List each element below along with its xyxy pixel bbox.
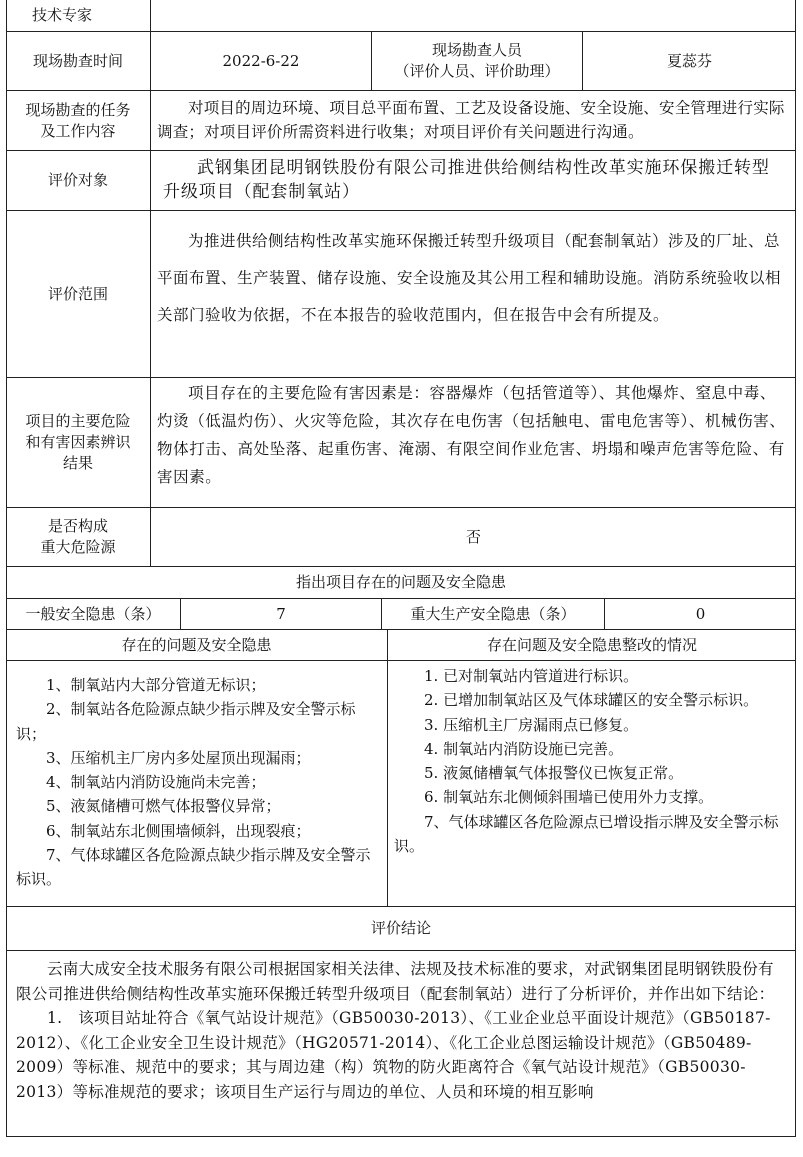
survey-personnel-label [371,32,582,90]
rectification-header: 存在问题及安全隐患整改的情况 [387,630,796,660]
hazard-content: 项目存在的主要危险有害因素是：容器爆炸（包括管道等）、其他爆炸、窒息中毒、灼烫（低温灼伤）、火灾等危险，其次存在电伤害（包括触电、雷电危害等）、机械伤害、物体打击、高处坠落、起重伤害、淹溺、有限空间作业危害、坍塌和噪声危害等危险、有害因素。 [157,384,786,486]
rectification-item: 3. 压缩机主厂房漏雨点已修复。 [424,715,639,734]
hazard-label-line1: 项目的主要危险 [25,412,131,430]
hazard-label-line3: 结果 [62,454,93,472]
conclusion-title: 评价结论 [6,907,796,951]
problem-item: 5、液氮储槽可燃气体报警仪异常； [46,797,281,816]
evaluation-object-content: 武钢集团昆明钢铁股份有限公司推进供给侧结构性改革实施环保搬迁转型升级项目（配套制氧站） [163,158,770,202]
evaluation-object-label: 评价对象 [47,171,108,189]
row-survey [6,32,796,91]
rectification-item: 1. 已对制氧站内管道进行标识。 [424,667,639,685]
general-hazard-label: 一般安全隐患（条） [25,604,161,623]
major-hazard-value: 否 [150,508,796,566]
row-conclusion-body [6,951,796,1137]
survey-personnel-label-line1: 现场勘查人员 [431,41,522,59]
conclusion-point-1: 1. 该项目站址符合《氧气站设计规范》（GB50030-2013）、《工业企业总平面设计规范》（GB50187-2012）、《化工企业安全卫生设计规范》（HG20571-2014）、《化工企业总图运输设计规范》（GB50489-2009）等标准、规范中的要求；其与周边建（构）筑物的防火距离符合《氧气站设计规范》（GB50030-2013）等标准规范的要求；该项目生产运行与周边的单位、人员和环境的相互影响 [16,1009,771,1101]
problem-item: 3、压缩机主厂房内多处屋顶出现漏雨； [46,748,311,767]
row-evaluation-object [6,151,796,211]
major-hazard-count-label: 重大生产安全隐患（条） [381,599,604,629]
hazard-content-cell [150,378,796,507]
general-hazard-count: 7 [180,599,381,629]
problem-item: 6、制氧站东北侧围墙倾斜，出现裂痕； [46,821,311,840]
row-technical-expert [6,0,796,32]
problem-item: 7、气体球罐区各危险源点缺少指示牌及安全警示标识。 [16,846,371,889]
survey-time-label: 现场勘查时间 [32,51,123,70]
task-content: 对项目的周边环境、项目总平面布置、工艺及设备设施、安全设施、安全管理进行实际调查；对项目评价所需资料进行收集；对项目评价有关问题进行沟通。 [157,99,785,141]
evaluation-scope-content: 为推进供给侧结构性改革实施环保搬迁转型升级项目（配套制氧站）涉及的厂址、总平面布置、生产装置、储存设施、安全设施及其公用工程和辅助设施。消防系统验收以相关部门验收为依据，不在本报告的验收范围内，但在报告中会有所提及。 [157,232,782,324]
major-hazard-label-line1: 是否构成 [47,517,108,535]
problems-header: 存在的问题及安全隐患 [121,635,272,654]
hazard-label [6,378,150,507]
rectification-item: 6. 制氧站东北侧倾斜围墙已使用外力支撑。 [424,788,714,807]
problem-item: 1、制氧站内大部分管道无标识； [46,676,266,694]
evaluation-object-cell [150,151,796,210]
problem-item: 2、制氧站各危险源点缺少指示牌及安全警示标识； [16,700,356,743]
row-hazard-identification [6,378,796,508]
task-content-cell [150,91,796,150]
row-hazard-counts [6,599,796,630]
problems-list [6,661,387,906]
survey-personnel-name: 夏蕊芬 [582,32,796,90]
rectification-item: 2. 已增加制氧站区及气体球罐区的安全警示标识。 [424,691,759,710]
major-hazard-label [6,508,150,566]
task-label-line2: 及工作内容 [40,121,116,140]
row-major-hazard [6,508,796,567]
row-issues-header [6,630,796,661]
conclusion-intro: 云南大成安全技术服务有限公司根据国家相关法律、法规及技术标准的要求，对武钢集团昆明钢铁股份有限公司推进供给侧结构性改革实施环保搬迁转型升级项目（配套制氧站）进行了分析评价，并作出如下结论： [16,960,775,1003]
hazard-label-line2: 和有害因素辨识 [25,433,131,451]
major-hazard-count: 0 [604,599,796,629]
rectification-item: 5. 液氮储槽氧气体报警仪已恢复正常。 [424,764,684,783]
technical-expert-label: 技术专家 [32,6,93,24]
row-issues-lists [6,661,796,907]
major-hazard-label-line2: 重大危险源 [40,538,116,556]
problem-item: 4、制氧站内消防设施尚未完善； [46,773,266,792]
issues-section-title: 指出项目存在的问题及安全隐患 [6,567,796,599]
row-evaluation-scope [6,211,796,378]
survey-personnel-label-line2: （评价人员、评价助理） [394,62,560,80]
task-label [6,91,150,150]
rectification-list [387,661,796,906]
survey-date: 2022-6-22 [150,32,371,90]
rectification-item: 7、气体球罐区各危险源点已增设指示牌及安全警示标识。 [394,812,779,856]
evaluation-scope-cell [150,211,796,377]
technical-expert-value [150,0,796,31]
evaluation-scope-label: 评价范围 [47,284,108,303]
rectification-item: 4. 制氧站内消防设施已完善。 [424,739,624,758]
row-task [6,91,796,151]
task-label-line1: 现场勘查的任务 [25,100,131,119]
